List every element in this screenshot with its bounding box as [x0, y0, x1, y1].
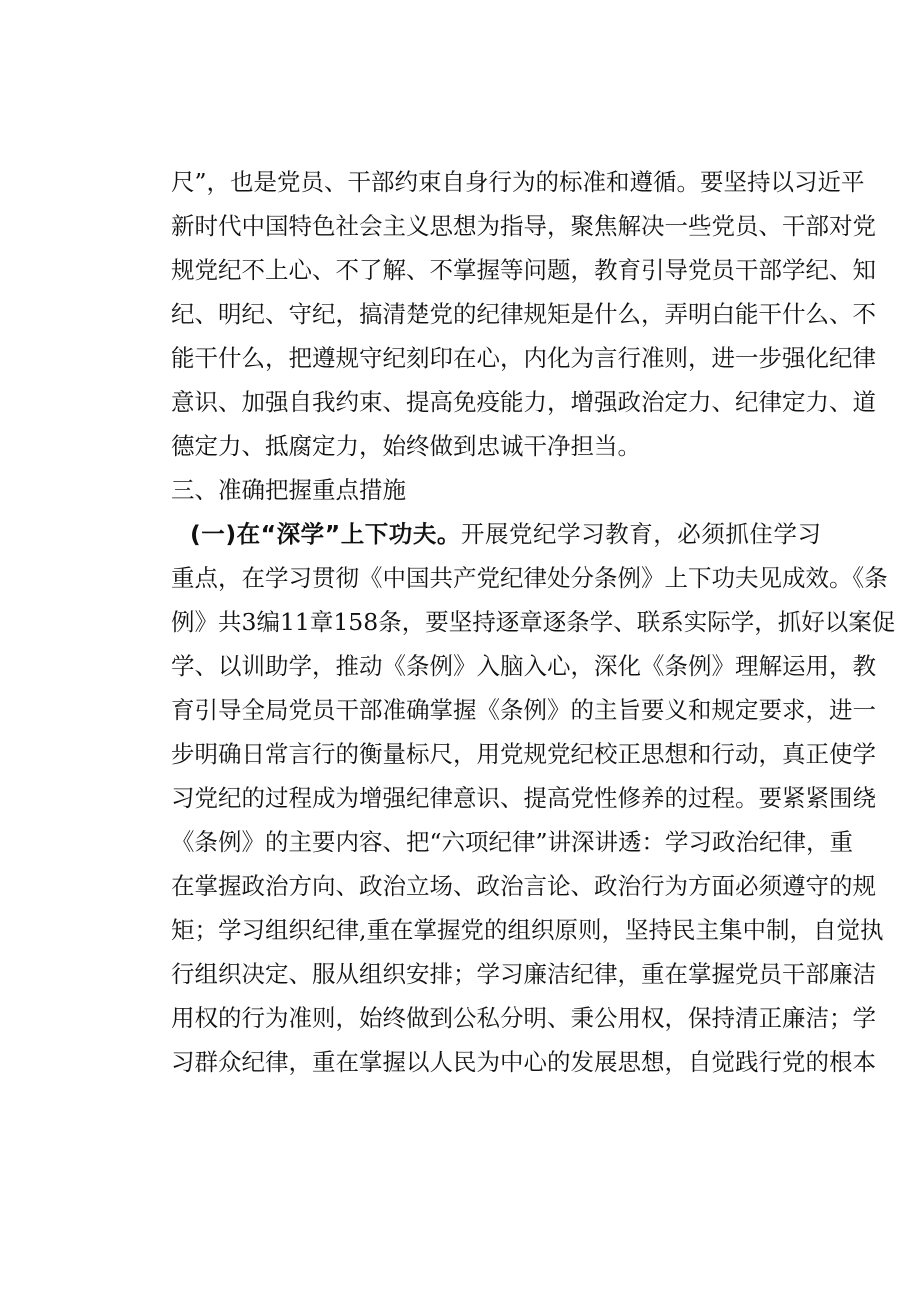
paragraph-line: 步明确日常言行的衡量标尺，用党规党纪校正思想和行动，真正使学 [171, 740, 876, 768]
paragraph-line-rest: 开展党纪学习教育，必须抓住学习 [460, 520, 822, 548]
paragraph-line: 意识、加强自我约束、提高免疫能力，增强政治定力、纪律定力、道 [171, 388, 876, 416]
paragraph-line: 新时代中国特色社会主义思想为指导，聚焦解决一些党员、干部对党 [171, 212, 876, 240]
paragraph-line: 纪、明纪、守纪，搞清楚党的纪律规矩是什么，弄明白能干什么、不 [171, 300, 876, 328]
paragraph-line: 德定力、抵腐定力，始终做到忠诚干净担当。 [171, 432, 641, 460]
subsection-lead: (一)在“深学”上下功夫。 [190, 520, 461, 548]
paragraph-line: 矩；学习组织纪律,重在掌握党的组织原则，坚持民主集中制，自觉执 [171, 916, 884, 944]
paragraph-line: 重点，在学习贯彻《中国共产党纪律处分条例》上下功夫见成效。《条 [171, 564, 888, 592]
paragraph-line: 用权的行为准则，始终做到公私分明、秉公用权，保持清正廉洁；学 [171, 1004, 876, 1032]
section-heading: 三、准确把握重点措施 [171, 476, 406, 504]
paragraph-line: 例》共3编11章158条，要坚持逐章逐条学、联系实际学，抓好以案促 [171, 608, 896, 636]
paragraph-line: 习党纪的过程成为增强纪律意识、提高党性修养的过程。要紧紧围绕 [171, 784, 876, 812]
paragraph-line: 尺”，也是党员、干部约束自身行为的标准和遵循。要坚持以习近平 [171, 168, 865, 196]
paragraph-line: 在掌握政治方向、政治立场、政治言论、政治行为方面必须遵守的规 [171, 872, 876, 900]
paragraph-line: 《条例》的主要内容、把“六项纪律”讲深讲透：学习政治纪律，重 [171, 828, 854, 856]
paragraph-line: 学、以训助学，推动《条例》入脑入心，深化《条例》理解运用，教 [171, 652, 876, 680]
paragraph-first-line [190, 514, 821, 554]
paragraph-line: 习群众纪律，重在掌握以人民为中心的发展思想，自觉践行党的根本 [171, 1048, 876, 1076]
paragraph-line: 育引导全局党员干部准确掌握《条例》的主旨要义和规定要求，进一 [171, 696, 876, 724]
paragraph-line: 能干什么，把遵规守纪刻印在心，内化为言行准则，进一步强化纪律 [171, 344, 876, 372]
paragraph-line: 行组织决定、服从组织安排；学习廉洁纪律，重在掌握党员干部廉洁 [171, 960, 876, 988]
paragraph-line: 规党纪不上心、不了解、不掌握等问题，教育引导党员干部学纪、知 [171, 256, 876, 284]
